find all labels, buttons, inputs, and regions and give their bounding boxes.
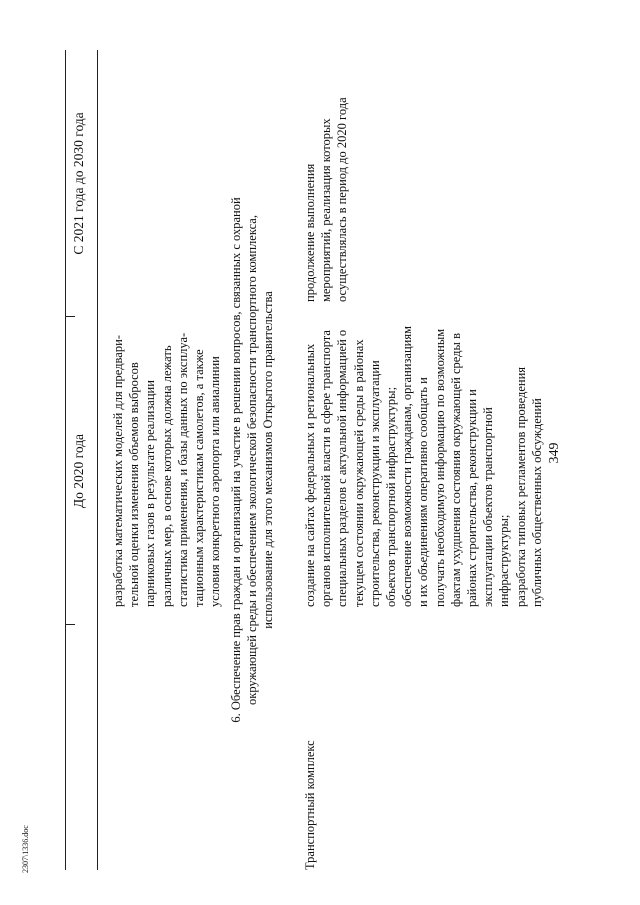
previous-row-continuation bbox=[110, 333, 223, 607]
page-number: 349 bbox=[547, 442, 562, 464]
text-line: условия конкретного аэропорта или авиалинии bbox=[208, 356, 223, 607]
text-line: тельной оценки изменения объемов выбросов bbox=[127, 362, 142, 607]
text-line: обеспечение возможности гражданам, организациям bbox=[400, 326, 415, 607]
text-line: получать необходимую информацию по возможным bbox=[432, 328, 447, 607]
text-line: районах строительства, реконструкции и bbox=[465, 389, 480, 607]
text-line: инфраструктуры; bbox=[497, 514, 512, 607]
document-code: 2307\1336.doc bbox=[21, 825, 30, 873]
row-col2-measures bbox=[302, 326, 545, 607]
text-line: эксплуатации объектов транспортной bbox=[481, 407, 496, 607]
text-line: осуществлялась в период до 2020 года bbox=[335, 97, 350, 302]
text-line: тационным характеристикам самолетов, а также bbox=[192, 349, 207, 607]
text-line: создание на сайтах федеральных и региональных bbox=[303, 343, 317, 607]
header-col2: До 2020 года bbox=[71, 433, 86, 509]
table-header-row bbox=[65, 50, 103, 870]
header-col3: С 2021 года до 2030 года bbox=[71, 112, 86, 255]
text-line: объектов транспортной инфраструктуры; bbox=[384, 386, 399, 607]
text-line: разработка математических моделей для предвари- bbox=[111, 335, 125, 607]
row-label: Транспортный комплекс bbox=[303, 740, 317, 870]
text-line: и их объединениям оперативно сообщать и bbox=[416, 377, 431, 607]
row-label-transport bbox=[302, 740, 318, 870]
section-title-line: окружающей среды и обеспечением экологической безопасности транспортного комплекса, bbox=[245, 215, 260, 705]
section-6-title bbox=[228, 50, 277, 870]
header-bottom-border bbox=[97, 50, 98, 870]
text-line: текущем состоянии окружающей среды в районах bbox=[351, 339, 366, 607]
text-line: публичных общественных обсуждений bbox=[529, 398, 544, 607]
text-line: парниковых газов в результате реализации bbox=[143, 380, 158, 607]
section-title-line: использование для этого механизмов Открытого правительства bbox=[261, 291, 276, 629]
text-line: продолжение выполнения bbox=[303, 163, 317, 302]
row-col3-measures bbox=[302, 97, 351, 302]
text-line: органов исполнительной власти в сфере транспорта bbox=[319, 330, 334, 607]
text-line: разработка типовых регламентов проведения bbox=[513, 366, 528, 607]
text-line: статистика применения, и базы данных по эксплуа- bbox=[175, 332, 190, 607]
text-line: специальных разделов с актуальной информацией о bbox=[335, 329, 350, 607]
table bbox=[65, 50, 570, 870]
text-line: фактам ухудшения состояния окружающей среды в bbox=[448, 333, 463, 607]
text-line: мероприятий, реализация которых bbox=[319, 118, 334, 302]
section-title-line: 6. Обеспечение прав граждан и организаций на участие в решении вопросов, связанных с охраной bbox=[229, 197, 243, 723]
text-line: строительства, реконструкции и эксплуатации bbox=[367, 360, 382, 607]
text-line: различных мер, в основе которых должна лежать bbox=[159, 345, 174, 607]
